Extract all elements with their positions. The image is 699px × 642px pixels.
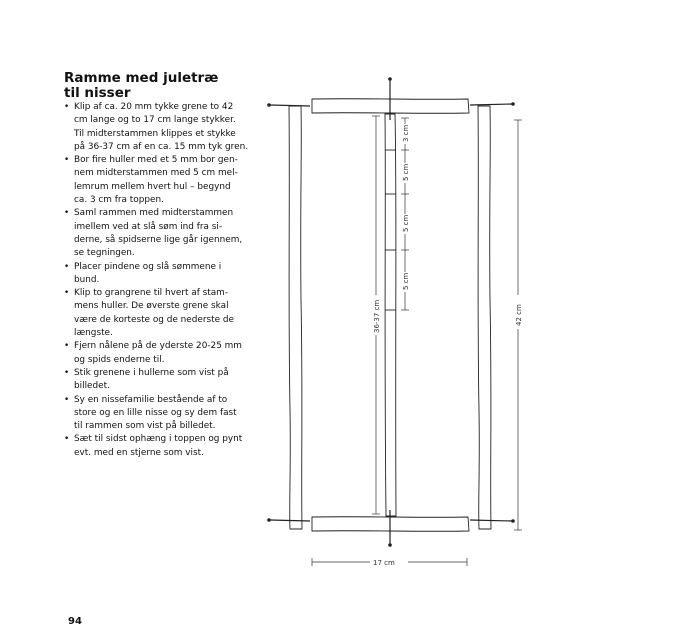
step-line: • Sy en nissefamilie bestående af to	[74, 394, 228, 405]
nail-head	[388, 543, 392, 547]
step-line: ca. 3 cm fra toppen.	[74, 195, 164, 206]
nail-head	[511, 102, 515, 106]
step-line: derne, så spidserne lige går igennem,	[74, 234, 243, 245]
nail	[470, 104, 512, 105]
step-line: • Stik grenene i hullerne som vist på	[74, 367, 229, 378]
step-line: være de korteste og de nederste de	[74, 314, 234, 325]
step-line: • Klip af ca. 20 mm tykke grene to 42	[74, 102, 234, 112]
step-line: • Bor fire huller med et 5 mm bor gen-	[74, 155, 238, 166]
middle-trunk	[385, 114, 396, 516]
step-line: imellem ved at slå søm ind fra si-	[74, 221, 223, 232]
step-line: • Placer pindene og slå sømmene i	[74, 261, 222, 272]
step-line: evt. med en stjerne som vist.	[74, 447, 204, 458]
nail-head	[388, 77, 392, 81]
step-line: • Saml rammen med midterstammen	[74, 208, 234, 219]
label-5cm-3: 5 cm	[402, 272, 410, 290]
step-line: og spids enderne til.	[74, 354, 165, 365]
step-line: mens huller. De øverste grene skal	[74, 301, 229, 312]
step-line: på 36-37 cm af en ca. 15 mm tyk gren.	[74, 141, 249, 152]
step-line: lemrum mellem hvert hul – begynd	[74, 181, 231, 192]
step-line: længste.	[74, 328, 113, 339]
nail	[270, 520, 310, 521]
title-line-1: Ramme med juletræ	[64, 70, 219, 86]
step-line: bund.	[74, 274, 100, 285]
step-line: se tegningen.	[74, 248, 135, 259]
step-line: • Sæt til sidst ophæng i toppen og pynt	[74, 434, 243, 445]
nail-head	[267, 518, 271, 522]
label-height: 42 cm	[515, 304, 523, 326]
label-trunk-length: 36-37 cm	[373, 299, 381, 333]
step-line: store og en lille nisse og sy dem fast	[74, 407, 237, 418]
step-line: cm lange og to 17 cm lange stykker.	[74, 115, 236, 126]
nail-head	[267, 103, 271, 107]
step-line: nem midterstammen med 5 cm mel-	[74, 168, 238, 179]
label-3cm: 3 cm	[402, 124, 410, 142]
label-5cm-2: 5 cm	[402, 214, 410, 232]
nail	[270, 105, 310, 106]
left-post	[289, 106, 302, 529]
nail-head	[511, 519, 515, 523]
step-line: • Klip to grangrene til hvert af stam-	[74, 288, 229, 299]
label-width: 17 cm	[373, 559, 395, 567]
right-post	[478, 106, 491, 529]
step-line: til rammen som vist på billedet.	[74, 421, 216, 432]
nail	[470, 520, 512, 521]
step-line: Til midterstammen klippes et stykke	[74, 128, 236, 139]
title-line-2: til nisser	[64, 85, 131, 101]
step-line: • Fjern nålene på de yderste 20-25 mm	[74, 341, 242, 352]
step-line: billedet.	[74, 381, 110, 392]
page-number: 94	[68, 616, 82, 627]
label-5cm-1: 5 cm	[402, 163, 410, 181]
